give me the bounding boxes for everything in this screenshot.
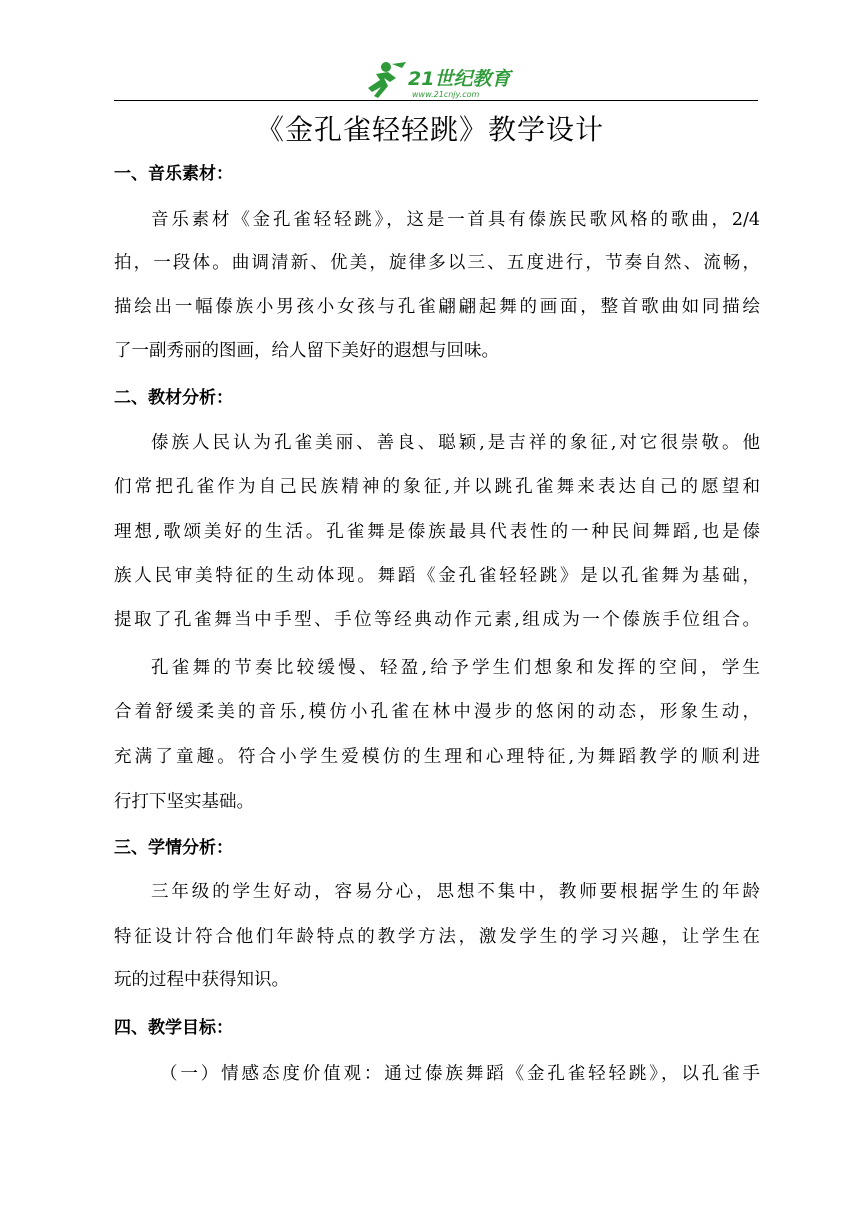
text-line: 音乐素材《金孔雀轻轻跳》，这是一首具有傣族民歌风格的歌曲，2/4 — [151, 210, 760, 230]
text-line: 理想,歌颂美好的生活。孔雀舞是傣族最具代表性的一种民间舞蹈,也是傣 — [114, 522, 760, 542]
logo-url: www.21cnjy.com — [412, 90, 480, 99]
header-divider — [114, 100, 758, 101]
page-title: 《金孔雀轻轻跳》教学设计 — [255, 113, 604, 146]
text-line: 族人民审美特征的生动体现。舞蹈《金孔雀轻轻跳》是以孔雀舞为基础， — [114, 566, 760, 586]
text-line: 合着舒缓柔美的音乐,模仿小孔雀在林中漫步的悠闲的动态，形象生动， — [114, 702, 760, 722]
logo — [362, 58, 522, 102]
text-line: 们常把孔雀作为自己民族精神的象征,并以跳孔雀舞来表达自己的愿望和 — [114, 477, 760, 497]
text-line: 充满了童趣。符合小学生爱模仿的生理和心理特征,为舞蹈教学的顺利进 — [114, 747, 760, 767]
text-line: 傣族人民认为孔雀美丽、善良、聪颖,是吉祥的象征,对它很崇敬。他 — [151, 433, 760, 453]
text-line: 拍，一段体。曲调清新、优美，旋律多以三、五度进行，节奏自然、流畅， — [114, 253, 760, 273]
text-line: 特征设计符合他们年龄特点的教学方法，激发学生的学习兴趣，让学生在 — [114, 927, 760, 947]
text-line: 了一副秀丽的图画，给人留下美好的遐想与回味。 — [114, 341, 499, 361]
text-line: 孔雀舞的节奏比较缓慢、轻盈,给予学生们想象和发挥的空间，学生 — [151, 658, 760, 678]
text-line: 三年级的学生好动，容易分心，思想不集中，教师要根据学生的年龄 — [151, 882, 760, 902]
text-line: （一）情感态度价值观：通过傣族舞蹈《金孔雀轻轻跳》，以孔雀手 — [160, 1064, 760, 1084]
text-line: 描绘出一幅傣族小男孩小女孩与孔雀翩翩起舞的画面，整首歌曲如同描绘 — [114, 297, 760, 317]
section-heading-music-material: 一、音乐素材： — [114, 164, 233, 184]
section-heading-teaching-goals: 四、教学目标： — [114, 1018, 233, 1038]
section-heading-material-analysis: 二、教材分析： — [114, 388, 233, 408]
text-line: 玩的过程中获得知识。 — [114, 970, 289, 990]
section-heading-learner-analysis: 三、学情分析： — [114, 838, 233, 858]
text-line: 行打下坚实基础。 — [114, 792, 254, 812]
text-line: 提取了孔雀舞当中手型、手位等经典动作元素,组成为一个傣族手位组合。 — [114, 610, 760, 630]
runner-logo-icon — [362, 58, 522, 102]
logo-wordmark: 21世纪教育 — [408, 68, 511, 90]
